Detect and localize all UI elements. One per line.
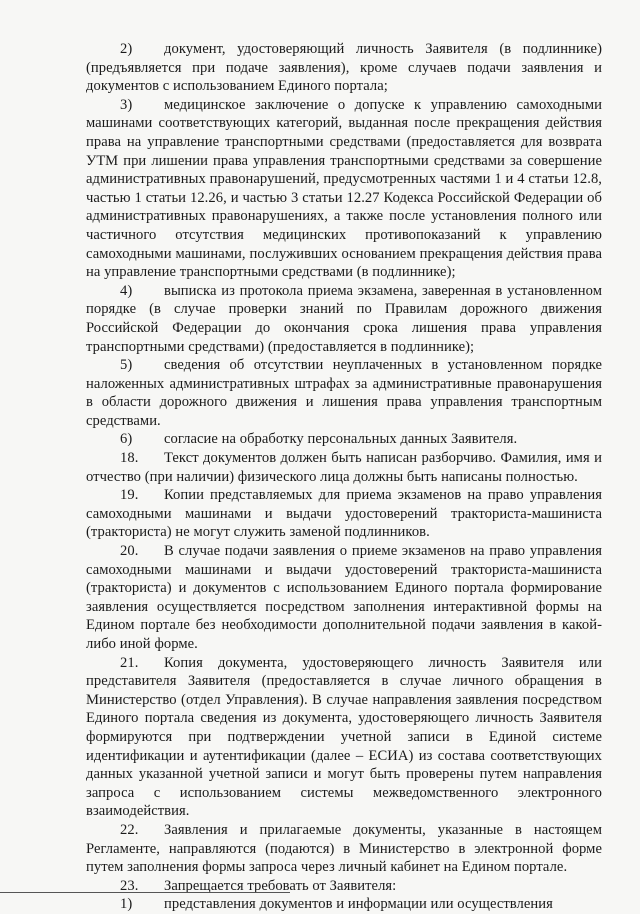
list-item — [86, 449, 602, 486]
list-item — [86, 356, 602, 430]
item-number: 20. — [120, 543, 139, 560]
list-item — [86, 821, 602, 877]
item-text: Копия документа, удостоверяющего личность Заявителя или представителя Заявителя (предоставляется в случае личного обращения в Министерство (отдел Управления). В случае направления заявления посредством Единого портала сведения из документа, удостоверяющего личность Заявителя формируются при подтверждении учетной записи в Единой системе идентификации и аутентификации (далее – ЕСИА) из состава соответствующих данных указанной учетной записи и могут быть проверены путем направления запроса с использованием системы межведомственного электронного взаимодействия. — [86, 654, 602, 820]
footer-divider — [0, 892, 290, 893]
item-number: 2) — [120, 41, 133, 57]
item-number: 3) — [120, 96, 133, 113]
list-item — [86, 40, 602, 96]
item-number: 5) — [120, 357, 133, 374]
list-item — [86, 654, 602, 821]
item-text: Копии представляемых для приема экзаменов на право управления самоходными машинами и выдачи удостоверений тракториста-машиниста (тракториста) не могут служить заменой подлинников. — [86, 487, 602, 541]
item-number: 22. — [120, 821, 139, 838]
item-text: медицинское заключение о допуске к управлению самоходными машинами соответствующих категорий, выданная после прекращения действия права на управление транспортными средствами (предоставляется для возврата УТМ при лишении права управления транспортными средствами за совершение административных правонарушений, предусмотренных частями 1 и 4 статьи 12.8, частью 1 статьи 12.26, и частью 3 статьи 12.27 Кодекса Российской Федерации об административных правонарушениях, а также после установления полного или частичного отсутствия медицинских противопоказаний к управлению самоходными машинами, послуживших основанием прекращения действия права на управление транспортными средствами (в подлиннике); — [86, 96, 602, 281]
item-number: 21. — [120, 654, 139, 671]
item-text: Текст документов должен быть написан разборчиво. Фамилия, имя и отчество (при наличии) физического лица должны быть написаны полностью. — [86, 450, 602, 485]
item-text: Заявления и прилагаемые документы, указанные в настоящем Регламенте, направляются (подаются) в Министерство в электронной форме путем заполнения формы запроса через личный кабинет на Едином портале. — [86, 821, 602, 876]
list-item — [86, 542, 602, 654]
list-item — [86, 430, 602, 449]
item-text: документ, удостоверяющий личность Заявителя (в подлиннике) (предъявляется при подаче заявления), кроме случаев подачи заявления и документов с использованием Единого портала; — [86, 41, 602, 95]
item-text: представления документов и информации или осуществления — [164, 896, 553, 913]
item-number: 19. — [120, 487, 139, 504]
item-text: В случае подачи заявления о приеме экзаменов на право управления самоходными машинами и выдачи удостоверений тракториста-машиниста (тракториста) и документов с использованием Единого портала формирование заявления осуществляется посредством заполнения интерактивной формы на Едином портале без необходимости дополнительной подачи заявления в какой-либо иной форме. — [86, 543, 602, 652]
item-number: 6) — [120, 431, 133, 448]
item-text: выписка из протокола приема экзамена, заверенная в установленном порядке (в случае проверки знаний по Правилам дорожного движения Российской Федерации до окончания срока лишения права управления транспортными средствами) (предоставляется в подлиннике); — [86, 282, 602, 355]
item-number: 18. — [120, 450, 139, 467]
item-text: согласие на обработку персональных данных Заявителя. — [164, 431, 518, 448]
list-item — [86, 486, 602, 542]
list-item — [86, 282, 602, 356]
item-number: 23. — [120, 877, 139, 894]
item-text: сведения об отсутствии неуплаченных в установленном порядке наложенных административных штрафах за административные правонарушения в области дорожного движения и лишения права управления транспортным средствами. — [86, 357, 602, 429]
list-item — [86, 96, 602, 282]
document-body — [86, 40, 602, 914]
item-number: 1) — [120, 896, 133, 913]
item-number: 4) — [120, 282, 133, 299]
item-text: Запрещается требовать от Заявителя: — [164, 877, 397, 894]
